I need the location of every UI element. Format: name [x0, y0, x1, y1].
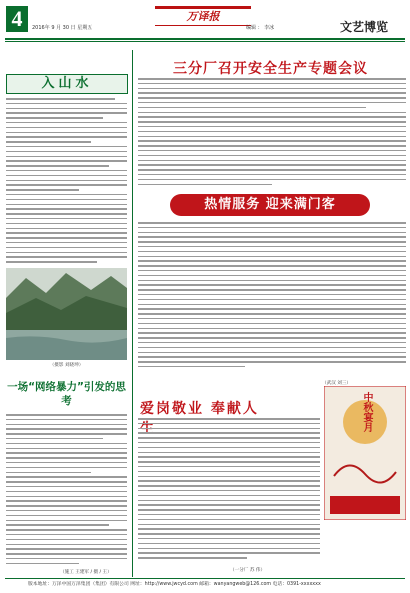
photo-caption: （摄影 刘晓坤）: [49, 363, 84, 368]
left-signature: （施工 王建军 / 摄 / 王）: [60, 570, 112, 575]
header-rule-thin: [5, 41, 405, 42]
column-divider: [132, 50, 133, 577]
left-article-title: 一场“网络暴力”引发的思考: [7, 381, 126, 407]
service-signature: （武汉 刘三）: [322, 381, 352, 386]
left-article-text: [6, 98, 127, 266]
masthead-title: 万译报: [186, 11, 220, 23]
masthead: [155, 6, 251, 26]
service-article-text: [138, 222, 406, 378]
date-line: 2016年 9 月 30 日 星期五: [32, 25, 93, 31]
page-footer: 版本地址：万泽中国万泽集团（集团）有限公司 网址：http://www.jwcyd.com 邮箱：wanyangweb@126.com 电话：0391-xxxxxxx: [28, 582, 321, 587]
hot-service-title: 热情服务 迎来满门客: [204, 197, 336, 212]
feature-title: 中秋宴月: [361, 392, 372, 432]
dedication-article-text: [138, 418, 320, 566]
header-rule: [5, 38, 405, 40]
dedication-title: 爱岗敬业 奉献人: [140, 401, 259, 417]
mid-autumn-feature: [324, 386, 406, 520]
landscape-photo: [6, 268, 127, 360]
left-article-body: [6, 414, 127, 566]
editor-line: 编辑 ： 李冰: [246, 25, 275, 31]
main-article-text: [138, 78, 406, 190]
footer-rule: [5, 578, 405, 579]
hot-service-banner: [170, 194, 370, 216]
section-name: 文艺博览: [340, 20, 389, 34]
main-article-title: 三分厂召开安全生产专题会议: [173, 61, 368, 77]
page-number: 4: [6, 6, 28, 32]
dedication-signature: （一分厂 苏 伟）: [230, 568, 266, 573]
left-section-title-box: [6, 74, 128, 94]
left-section-title: 入山水: [41, 76, 93, 91]
page-header: [0, 0, 410, 42]
